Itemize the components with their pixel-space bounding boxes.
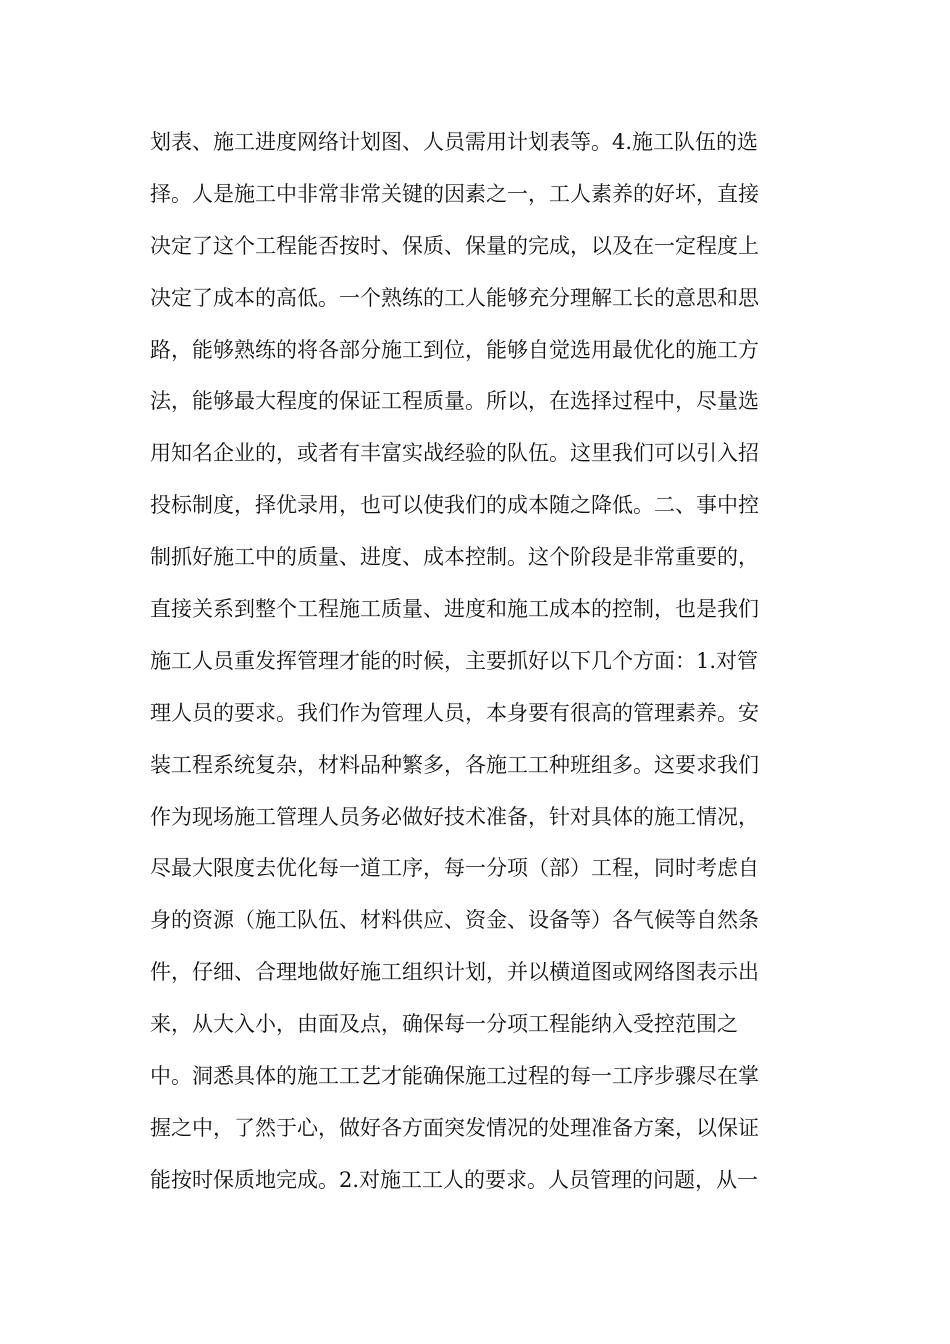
text-line: 划表、施工进度网络计划图、人员需用计划表等。4.施工队伍的选 — [150, 130, 759, 154]
text-line: 理人员的要求。我们作为管理人员，本身要有很高的管理素养。安 — [150, 700, 759, 725]
text-line: 件，仔细、合理地做好施工组织计划，并以横道图或网络图表示出 — [150, 960, 759, 985]
text-line: 中。洞悉具体的施工工艺才能确保施工过程的每一工序步骤尽在掌 — [150, 1064, 759, 1089]
text-line: 直接关系到整个工程施工质量、进度和施工成本的控制，也是我们 — [150, 597, 759, 622]
text-line: 握之中，了然于心，做好各方面突发情况的处理准备方案，以保证 — [150, 1115, 759, 1140]
text-line: 决定了成本的高低。一个熟练的工人能够充分理解工长的意思和思 — [150, 285, 759, 310]
text-line: 尽最大限度去优化每一道工序，每一分项（部）工程，同时考虑自 — [150, 856, 759, 881]
text-line: 装工程系统复杂，材料品种繁多，各施工工种班组多。这要求我们 — [150, 752, 759, 777]
text-line: 择。人是施工中非常非常关键的因素之一，工人素养的好坏，直接 — [150, 181, 759, 206]
text-line: 投标制度，择优录用，也可以使我们的成本随之降低。二、事中控 — [150, 493, 759, 518]
text-line: 法，能够最大程度的保证工程质量。所以，在选择过程中，尽量选 — [150, 389, 759, 414]
text-line: 施工人员重发挥管理才能的时候，主要抓好以下几个方面：1.对管 — [150, 648, 759, 673]
body-text — [150, 117, 810, 1207]
text-line: 用知名企业的，或者有丰富实战经验的队伍。这里我们可以引入招 — [150, 441, 759, 466]
text-line: 身的资源（施工队伍、材料供应、资金、设备等）各气候等自然条 — [150, 908, 759, 933]
text-line: 决定了这个工程能否按时、保质、保量的完成，以及在一定程度上 — [150, 233, 759, 258]
text-line: 作为现场施工管理人员务必做好技术准备，针对具体的施工情况， — [150, 804, 759, 829]
text-line: 路，能够熟练的将各部分施工到位，能够自觉选用最优化的施工方 — [150, 337, 759, 362]
text-line: 来，从大入小，由面及点，确保每一分项工程能纳入受控范围之 — [150, 1012, 738, 1037]
text-line: 制抓好施工中的质量、进度、成本控制。这个阶段是非常重要的， — [150, 545, 759, 570]
text-line: 能按时保质地完成。2.对施工工人的要求。人员管理的问题，从一 — [150, 1167, 759, 1192]
